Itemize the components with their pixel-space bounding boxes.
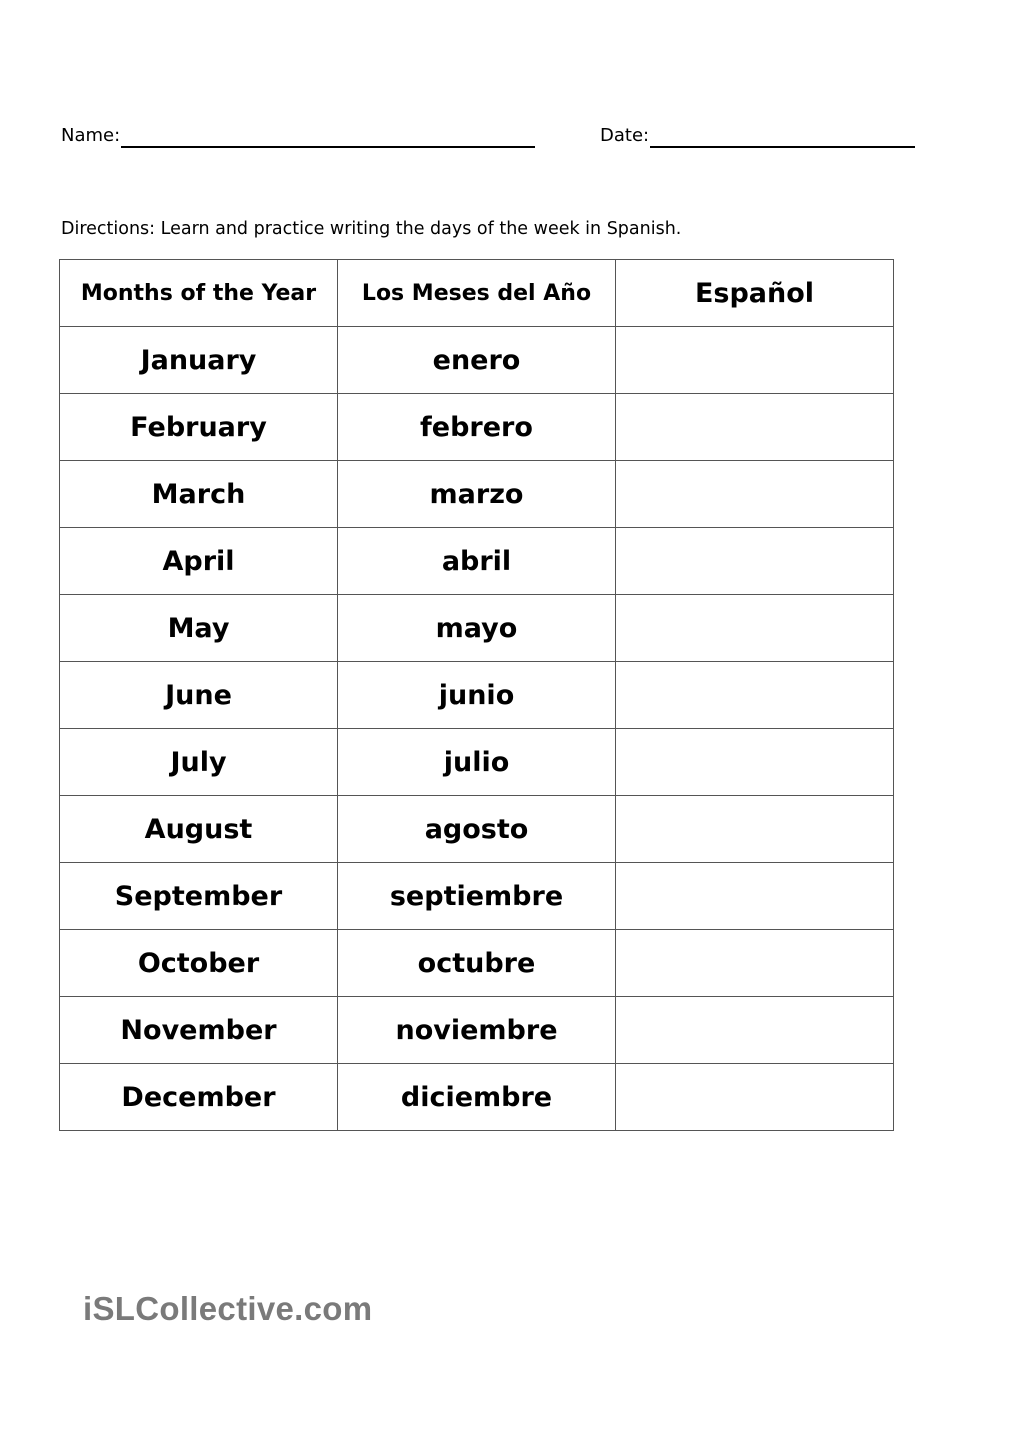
practice-writing-cell[interactable] — [616, 1064, 894, 1131]
spanish-month-cell: mayo — [338, 595, 616, 662]
spanish-month-cell: septiembre — [338, 863, 616, 930]
spanish-month-cell: julio — [338, 729, 616, 796]
practice-writing-cell[interactable] — [616, 595, 894, 662]
name-label: Name: — [61, 125, 121, 146]
table-row — [60, 1064, 894, 1131]
spanish-month-cell: junio — [338, 662, 616, 729]
english-month-cell: September — [60, 863, 338, 930]
practice-writing-cell[interactable] — [616, 997, 894, 1064]
english-month-cell: December — [60, 1064, 338, 1131]
date-blank-line[interactable] — [650, 125, 915, 148]
months-table-body — [60, 327, 894, 1131]
header-fields — [61, 124, 921, 150]
practice-writing-cell[interactable] — [616, 729, 894, 796]
table-row — [60, 930, 894, 997]
practice-writing-cell[interactable] — [616, 528, 894, 595]
practice-writing-cell[interactable] — [616, 796, 894, 863]
header-practice: Español — [616, 260, 894, 327]
english-month-cell: June — [60, 662, 338, 729]
spanish-month-cell: abril — [338, 528, 616, 595]
name-blank-line[interactable] — [121, 125, 535, 148]
table-row — [60, 662, 894, 729]
table-row — [60, 796, 894, 863]
name-field[interactable] — [61, 124, 535, 148]
table-row — [60, 394, 894, 461]
spanish-month-cell: agosto — [338, 796, 616, 863]
watermark-logo: iSLCollective.com — [83, 1290, 373, 1327]
spanish-month-cell: febrero — [338, 394, 616, 461]
date-field[interactable] — [600, 124, 915, 148]
table-row — [60, 327, 894, 394]
date-label: Date: — [600, 125, 650, 146]
english-month-cell: January — [60, 327, 338, 394]
english-month-cell: February — [60, 394, 338, 461]
practice-writing-cell[interactable] — [616, 394, 894, 461]
table-row — [60, 528, 894, 595]
table-row — [60, 863, 894, 930]
spanish-month-cell: octubre — [338, 930, 616, 997]
spanish-month-cell: noviembre — [338, 997, 616, 1064]
spanish-month-cell: marzo — [338, 461, 616, 528]
table-row — [60, 461, 894, 528]
table-header-row — [60, 260, 894, 327]
practice-writing-cell[interactable] — [616, 930, 894, 997]
practice-writing-cell[interactable] — [616, 327, 894, 394]
english-month-cell: May — [60, 595, 338, 662]
table-row — [60, 997, 894, 1064]
table-row — [60, 595, 894, 662]
english-month-cell: August — [60, 796, 338, 863]
practice-writing-cell[interactable] — [616, 662, 894, 729]
english-month-cell: July — [60, 729, 338, 796]
spanish-month-cell: diciembre — [338, 1064, 616, 1131]
table-row — [60, 729, 894, 796]
practice-writing-cell[interactable] — [616, 461, 894, 528]
english-month-cell: October — [60, 930, 338, 997]
directions-text: Directions: Learn and practice writing the days of the week in Spanish. — [61, 219, 682, 239]
months-table — [59, 259, 894, 1131]
spanish-month-cell: enero — [338, 327, 616, 394]
practice-writing-cell[interactable] — [616, 863, 894, 930]
header-spanish: Los Meses del Año — [338, 260, 616, 327]
english-month-cell: March — [60, 461, 338, 528]
header-english: Months of the Year — [60, 260, 338, 327]
english-month-cell: April — [60, 528, 338, 595]
english-month-cell: November — [60, 997, 338, 1064]
